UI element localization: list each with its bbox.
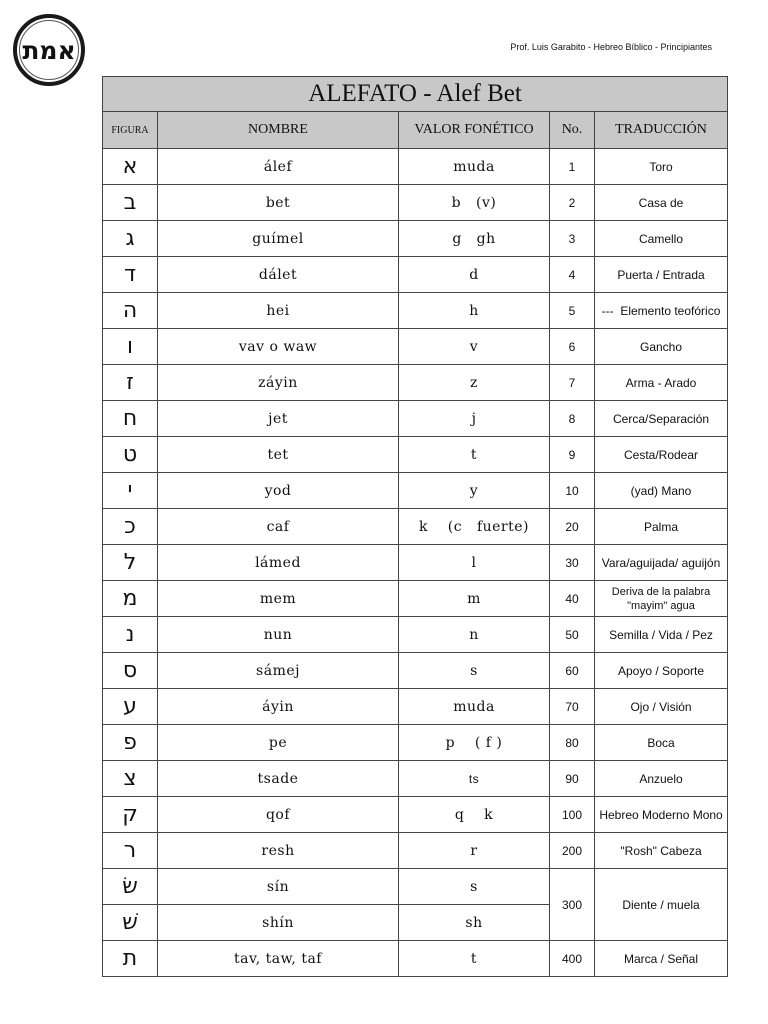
letter-glyph: ס xyxy=(103,653,158,689)
translation: Anzuelo xyxy=(595,761,728,797)
numeric-value: 10 xyxy=(550,473,595,509)
numeric-value: 50 xyxy=(550,617,595,653)
letter-glyph: שׁ xyxy=(103,905,158,941)
numeric-value: 80 xyxy=(550,725,595,761)
phonetic-value: n xyxy=(399,617,550,653)
numeric-value: 300 xyxy=(550,869,595,941)
letter-name: resh xyxy=(158,833,399,869)
translation: Ojo / Visión xyxy=(595,689,728,725)
numeric-value: 200 xyxy=(550,833,595,869)
numeric-value: 5 xyxy=(550,293,595,329)
translation: Camello xyxy=(595,221,728,257)
letter-name: caf xyxy=(158,509,399,545)
translation: (yad) Mano xyxy=(595,473,728,509)
table-row xyxy=(103,581,728,617)
letter-name: tav, taw, taf xyxy=(158,941,399,977)
letter-glyph: י xyxy=(103,473,158,509)
letter-glyph: א xyxy=(103,149,158,185)
phonetic-value: muda xyxy=(399,689,550,725)
letter-glyph: ט xyxy=(103,437,158,473)
phonetic-value: y xyxy=(399,473,550,509)
letter-glyph: שׂ xyxy=(103,869,158,905)
numeric-value: 30 xyxy=(550,545,595,581)
translation: Arma - Arado xyxy=(595,365,728,401)
translation: Gancho xyxy=(595,329,728,365)
col-header-nombre: NOMBRE xyxy=(158,112,399,149)
table-row xyxy=(103,365,728,401)
table-row xyxy=(103,725,728,761)
table-row xyxy=(103,833,728,869)
numeric-value: 4 xyxy=(550,257,595,293)
table-row xyxy=(103,221,728,257)
letter-glyph: ב xyxy=(103,185,158,221)
col-header-traduccion: TRADUCCIÓN xyxy=(595,112,728,149)
translation: Deriva de la palabra "mayim" agua xyxy=(595,581,728,617)
translation: Cerca/Separación xyxy=(595,401,728,437)
phonetic-value: z xyxy=(399,365,550,401)
phonetic-value: d xyxy=(399,257,550,293)
table-row xyxy=(103,185,728,221)
translation: Toro xyxy=(595,149,728,185)
translation: Semilla / Vida / Pez xyxy=(595,617,728,653)
letter-name: mem xyxy=(158,581,399,617)
phonetic-value: g gh xyxy=(399,221,550,257)
translation: Casa de xyxy=(595,185,728,221)
translation: Diente / muela xyxy=(595,869,728,941)
table-row xyxy=(103,437,728,473)
letter-name: hei xyxy=(158,293,399,329)
numeric-value: 60 xyxy=(550,653,595,689)
letter-name: lámed xyxy=(158,545,399,581)
letter-name: guímel xyxy=(158,221,399,257)
logo-emet xyxy=(13,14,85,86)
letter-name: tsade xyxy=(158,761,399,797)
table-row xyxy=(103,509,728,545)
table-row xyxy=(103,401,728,437)
numeric-value: 20 xyxy=(550,509,595,545)
title-row xyxy=(103,77,728,112)
table-row xyxy=(103,473,728,509)
letter-glyph: נ xyxy=(103,617,158,653)
translation: Marca / Señal xyxy=(595,941,728,977)
numeric-value: 7 xyxy=(550,365,595,401)
table-row xyxy=(103,761,728,797)
phonetic-value: l xyxy=(399,545,550,581)
translation: Apoyo / Soporte xyxy=(595,653,728,689)
letter-name: sín xyxy=(158,869,399,905)
col-header-valor: VALOR FONÉTICO xyxy=(399,112,550,149)
phonetic-value: t xyxy=(399,437,550,473)
phonetic-value: r xyxy=(399,833,550,869)
letter-glyph: ח xyxy=(103,401,158,437)
table-row xyxy=(103,257,728,293)
translation: Cesta/Rodear xyxy=(595,437,728,473)
table-row xyxy=(103,941,728,977)
letter-glyph: ר xyxy=(103,833,158,869)
letter-name: yod xyxy=(158,473,399,509)
letter-glyph: פ xyxy=(103,725,158,761)
table-row xyxy=(103,149,728,185)
translation: --- Elemento teofórico xyxy=(595,293,728,329)
logo-text: אמת xyxy=(22,35,76,65)
phonetic-value: q k xyxy=(399,797,550,833)
numeric-value: 90 xyxy=(550,761,595,797)
table-row xyxy=(103,689,728,725)
letter-name: nun xyxy=(158,617,399,653)
numeric-value: 40 xyxy=(550,581,595,617)
header-credit: Prof. Luis Garabito - Hebreo Bíblico - Principiantes xyxy=(510,42,712,52)
phonetic-value: t xyxy=(399,941,550,977)
table-row xyxy=(103,293,728,329)
letter-glyph: ל xyxy=(103,545,158,581)
letter-glyph: ק xyxy=(103,797,158,833)
numeric-value: 3 xyxy=(550,221,595,257)
table-row xyxy=(103,797,728,833)
letter-name: álef xyxy=(158,149,399,185)
letter-name: záyin xyxy=(158,365,399,401)
letter-name: bet xyxy=(158,185,399,221)
letter-glyph: ע xyxy=(103,689,158,725)
translation: Vara/aguijada/ aguijón xyxy=(595,545,728,581)
col-header-no: No. xyxy=(550,112,595,149)
letter-name: áyin xyxy=(158,689,399,725)
letter-name: jet xyxy=(158,401,399,437)
numeric-value: 6 xyxy=(550,329,595,365)
col-header-figura: FIGURA xyxy=(103,112,158,149)
letter-glyph: ד xyxy=(103,257,158,293)
letter-glyph: ז xyxy=(103,365,158,401)
letter-name: vav o waw xyxy=(158,329,399,365)
phonetic-value: sh xyxy=(399,905,550,941)
numeric-value: 9 xyxy=(550,437,595,473)
table-row xyxy=(103,869,728,905)
numeric-value: 2 xyxy=(550,185,595,221)
alefato-table xyxy=(102,76,728,977)
letter-glyph: ג xyxy=(103,221,158,257)
letter-glyph: ו xyxy=(103,329,158,365)
phonetic-value: b (v) xyxy=(399,185,550,221)
letter-glyph: צ xyxy=(103,761,158,797)
letter-name: sámej xyxy=(158,653,399,689)
phonetic-value: m xyxy=(399,581,550,617)
numeric-value: 70 xyxy=(550,689,595,725)
phonetic-value: ts xyxy=(399,761,550,797)
table-row xyxy=(103,653,728,689)
numeric-value: 100 xyxy=(550,797,595,833)
letter-glyph: ת xyxy=(103,941,158,977)
letter-name: shín xyxy=(158,905,399,941)
letter-name: tet xyxy=(158,437,399,473)
numeric-value: 8 xyxy=(550,401,595,437)
translation: Hebreo Moderno Mono xyxy=(595,797,728,833)
phonetic-value: j xyxy=(399,401,550,437)
numeric-value: 1 xyxy=(550,149,595,185)
numeric-value: 400 xyxy=(550,941,595,977)
translation: Palma xyxy=(595,509,728,545)
letter-glyph: ה xyxy=(103,293,158,329)
phonetic-value: s xyxy=(399,653,550,689)
letter-glyph: כ xyxy=(103,509,158,545)
phonetic-value: p ( f ) xyxy=(399,725,550,761)
translation: "Rosh" Cabeza xyxy=(595,833,728,869)
letter-name: qof xyxy=(158,797,399,833)
translation: Puerta / Entrada xyxy=(595,257,728,293)
translation: Boca xyxy=(595,725,728,761)
table-row xyxy=(103,617,728,653)
phonetic-value: h xyxy=(399,293,550,329)
letter-name: dálet xyxy=(158,257,399,293)
letter-name: pe xyxy=(158,725,399,761)
table-title: ALEFATO - Alef Bet xyxy=(103,77,728,112)
header-row xyxy=(103,112,728,149)
table-row xyxy=(103,545,728,581)
letter-glyph: מ xyxy=(103,581,158,617)
phonetic-value: s xyxy=(399,869,550,905)
phonetic-value: k (c fuerte) xyxy=(399,509,550,545)
table-row xyxy=(103,329,728,365)
phonetic-value: v xyxy=(399,329,550,365)
phonetic-value: muda xyxy=(399,149,550,185)
